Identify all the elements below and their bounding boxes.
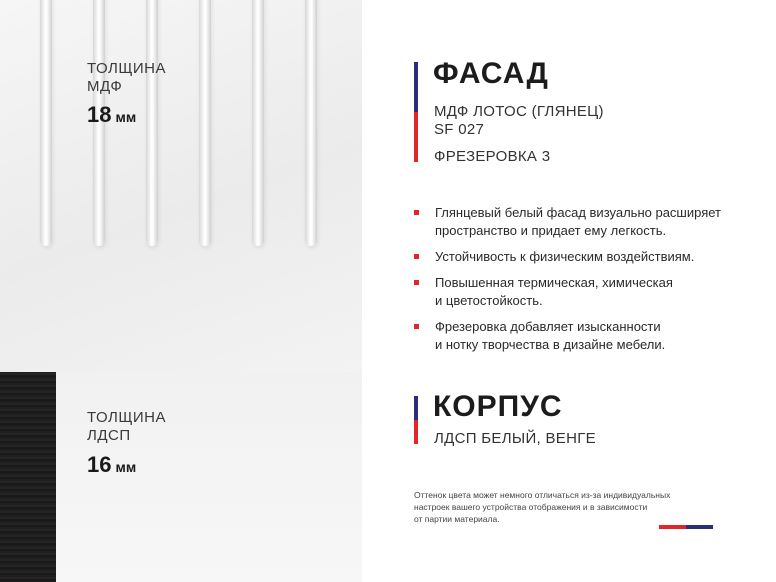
product-image	[0, 0, 362, 582]
ldsp-thickness-number: 16	[87, 452, 112, 477]
feature-text-line2: и нотку творчества в дизайне мебели.	[435, 337, 666, 352]
mdf-thickness-label	[87, 60, 166, 96]
body-title: КОРПУС	[433, 390, 563, 423]
mdf-thickness-value	[87, 102, 136, 128]
feature-item	[414, 248, 754, 266]
disclaimer-line3: от партии материала.	[414, 514, 500, 524]
mdf-facade-texture	[0, 0, 362, 372]
facade-groove	[252, 0, 264, 246]
ldsp-thickness-label-line1: ТОЛЩИНА	[87, 409, 167, 426]
mdf-thickness-unit: мм	[115, 109, 137, 125]
ldsp-thickness-unit: мм	[115, 459, 137, 475]
feature-item	[414, 318, 754, 354]
feature-text-line1: Фрезеровка добавляет изысканности	[435, 319, 661, 334]
facade-material-line2: SF 027	[434, 121, 485, 138]
mdf-thickness-label-line2: МДФ	[87, 78, 123, 95]
facade-milling: ФРЕЗЕРОВКА 3	[434, 148, 551, 165]
facade-accent-bar	[414, 62, 418, 162]
disclaimer-line2: настроек вашего устройства отображения и в зависимости	[414, 502, 648, 512]
feature-text-line2: пространство и придает ему легкость.	[435, 223, 667, 238]
facade-material-line1: МДФ ЛОТОС (ГЛЯНЕЦ)	[434, 103, 604, 120]
facade-groove	[199, 0, 211, 246]
body-material: ЛДСП БЕЛЫЙ, ВЕНГЕ	[434, 430, 596, 447]
feature-text-line1: Глянцевый белый фасад визуально расширяет	[435, 205, 721, 220]
facade-groove	[40, 0, 52, 246]
feature-list	[414, 204, 754, 362]
bullet-square-icon	[414, 210, 419, 215]
bullet-square-icon	[414, 254, 419, 259]
disclaimer-line1: Оттенок цвета может немного отличаться из-за индивидуальных	[414, 490, 671, 500]
feature-text-line1: Повышенная термическая, химическая	[435, 275, 673, 290]
mdf-thickness-label-line1: ТОЛЩИНА	[87, 60, 167, 77]
bullet-square-icon	[414, 280, 419, 285]
facade-groove	[305, 0, 317, 246]
ldsp-thickness-label-line2: ЛДСП	[87, 427, 131, 444]
feature-text-line2: и цветостойкость.	[435, 293, 543, 308]
body-accent-bar	[414, 396, 418, 444]
mdf-thickness-number: 18	[87, 102, 112, 127]
facade-material	[434, 103, 604, 139]
bullet-square-icon	[414, 324, 419, 329]
facade-groove	[146, 0, 158, 246]
wenge-edge-texture	[0, 372, 56, 582]
feature-item	[414, 204, 754, 240]
color-disclaimer	[414, 489, 734, 525]
feature-text-line1: Устойчивость к физическим воздействиям.	[435, 249, 695, 264]
ldsp-thickness-label	[87, 409, 166, 445]
ldsp-thickness-value	[87, 452, 136, 478]
flag-stripe-icon	[659, 525, 713, 529]
feature-item	[414, 274, 754, 310]
facade-title: ФАСАД	[433, 57, 549, 90]
